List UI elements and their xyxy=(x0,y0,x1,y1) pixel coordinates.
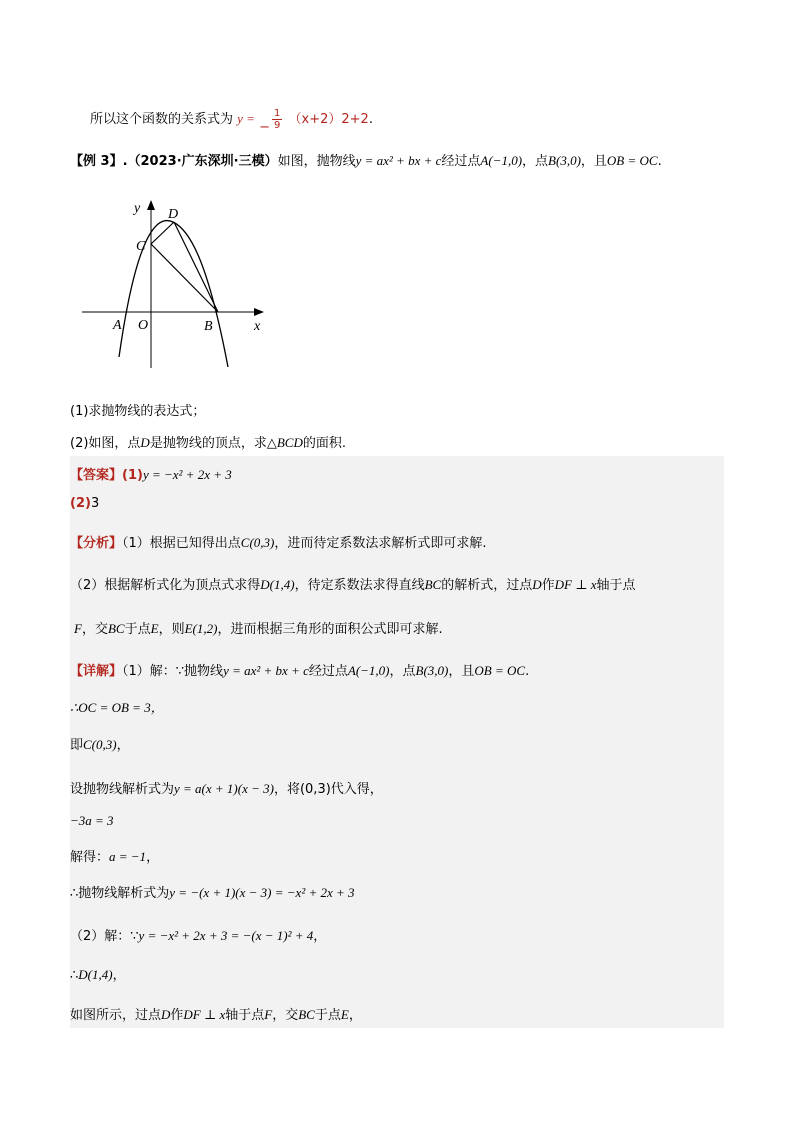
analysis-p2-post: 轴于点 xyxy=(596,578,636,593)
analysis-point-d: D(1,4) xyxy=(260,577,295,592)
q2-point-d: D xyxy=(140,435,150,450)
detail-l1-a: A(−1,0) xyxy=(347,663,390,678)
detail-line-7 xyxy=(70,882,355,901)
analysis-p3-c: ，则 xyxy=(158,622,185,637)
analysis-point-c: C(0,3) xyxy=(240,535,275,550)
analysis-line-bc: BC xyxy=(424,577,442,592)
answer-1: y = −x² + 2x + 3 xyxy=(142,467,232,482)
label-y: y xyxy=(134,201,141,216)
detail-l10-bc: BC xyxy=(298,1007,315,1022)
detail-l1-end: . xyxy=(525,664,530,679)
analysis-p3-a: ，交 xyxy=(81,622,108,637)
detail-l10-f: F xyxy=(264,1007,273,1022)
analysis-p2-pre: （2）根据解析式化为顶点式求得 xyxy=(70,578,261,593)
detail-line-1 xyxy=(70,660,529,679)
detail-line-4 xyxy=(70,778,383,797)
label-x: x xyxy=(254,319,261,334)
detail-l10-e: E xyxy=(340,1007,349,1022)
analysis-line-1 xyxy=(70,532,487,551)
detail-line-2: ∴OC = OB = 3， xyxy=(70,700,164,715)
q2-post: 的面积. xyxy=(302,436,346,451)
analysis-p2-mid2: 的解析式，过点 xyxy=(441,578,533,593)
detail-l1-b: B(3,0) xyxy=(415,663,449,678)
analysis-f: F xyxy=(74,621,82,636)
example-text2: 经过点 xyxy=(441,154,481,169)
label-b: B xyxy=(204,319,213,334)
detail-line-8 xyxy=(70,925,326,944)
detail-l3-pre: 即 xyxy=(70,738,84,753)
example-text3: ，点 xyxy=(522,154,549,169)
detail-l10-mid: 作 xyxy=(170,1008,184,1023)
intro-line xyxy=(90,108,373,135)
intro-prefix: 所以这个函数的关系式为 xyxy=(90,112,234,127)
detail-line-6 xyxy=(70,846,159,865)
intro-fraction xyxy=(272,108,282,131)
analysis-line-2 xyxy=(70,574,635,593)
detail-l1-cond: OB = OC xyxy=(474,663,526,678)
detail-l8-pre: （2）解：∵ xyxy=(70,929,139,944)
detail-l10-df: DF ⊥ x xyxy=(183,1007,226,1022)
detail-l1-mid: 经过点 xyxy=(308,664,348,679)
detail-l3-post: ， xyxy=(116,738,130,753)
q2-pre: (2)如图，点 xyxy=(70,436,141,451)
example-point-a: A(−1,0) xyxy=(480,153,523,168)
detail-l8-eq: y = −x² + 2x + 3 = −(x − 1)² + 4 xyxy=(138,928,314,943)
label-d: D xyxy=(168,207,179,222)
detail-l9-pre: ∴ xyxy=(70,968,79,983)
detail-l3-pt: C(0,3) xyxy=(83,737,117,752)
fraction-numerator: 1 xyxy=(274,108,281,119)
analysis-label: 【分析】 xyxy=(70,536,123,551)
detail-l1-eq: y = ax² + bx + c xyxy=(223,663,309,678)
intro-minus: − xyxy=(259,120,270,135)
answer-2-tag: (2) xyxy=(70,496,91,511)
analysis-p2-mid3: 作 xyxy=(541,578,555,593)
label-a: A xyxy=(113,318,122,333)
answer-line-1 xyxy=(70,464,232,483)
answer-label: 【答案】 xyxy=(70,468,123,483)
analysis-p3-post: ，进而根据三角形的面积公式即可求解. xyxy=(217,622,443,637)
detail-line-10 xyxy=(70,1004,362,1023)
label-c: C xyxy=(136,239,146,254)
y-axis-arrow xyxy=(147,200,155,210)
detail-l9-pt: D(1,4) xyxy=(78,967,113,982)
intro-expr-tail: 2+2 xyxy=(341,112,369,127)
detail-l6-eq: a = −1 xyxy=(109,849,147,864)
analysis-bc-2: BC xyxy=(107,621,125,636)
detail-l10-mid2: 轴于点 xyxy=(225,1008,265,1023)
analysis-p1-post: ，进而待定系数法求解析式即可求解. xyxy=(274,536,487,551)
example-end: . xyxy=(657,154,662,169)
answer-1-tag: (1) xyxy=(122,468,143,483)
example-label: 【例 3】 xyxy=(70,154,123,169)
example-point-b: B(3,0) xyxy=(548,153,581,168)
detail-l7-pre: ∴抛物线解析式为 xyxy=(70,886,170,901)
example-statement xyxy=(70,150,662,169)
answer-2: 3 xyxy=(90,496,100,511)
detail-l10-d: D xyxy=(161,1007,171,1022)
segment-cb xyxy=(151,244,218,312)
analysis-line-3 xyxy=(74,618,443,637)
answer-line-2 xyxy=(70,496,99,511)
detail-l7-eq: y = −(x + 1)(x − 3) = −x² + 2x + 3 xyxy=(169,885,355,900)
example-text1: 如图，抛物线 xyxy=(277,154,356,169)
detail-l8-post: ， xyxy=(313,929,327,944)
detail-l4-post: ，将(0,3)代入得， xyxy=(273,782,383,797)
detail-label: 【详解】 xyxy=(70,664,123,679)
q2-mid: 是抛物线的顶点，求 xyxy=(149,436,267,451)
question-2 xyxy=(70,432,346,451)
parabola-figure xyxy=(78,192,278,372)
detail-l4-pre: 设抛物线解析式为 xyxy=(70,782,175,797)
example-equation: y = ax² + bx + c xyxy=(355,153,442,168)
intro-period: . xyxy=(368,112,373,127)
detail-l4-eq: y = a(x + 1)(x − 3) xyxy=(174,781,274,796)
intro-expr-lhs: y = xyxy=(237,111,255,126)
detail-l6-post: ， xyxy=(146,850,160,865)
segment-db xyxy=(174,222,218,312)
detail-l1-pre: （1）解：∵抛物线 xyxy=(122,664,224,679)
analysis-p2-mid: ，待定系数法求得直线 xyxy=(294,578,425,593)
example-source: .（2023·广东深圳·三模） xyxy=(122,154,278,169)
q2-triangle: △BCD xyxy=(266,435,303,450)
intro-expr-mid: （x+2） xyxy=(288,112,342,127)
example-condition: OB = OC xyxy=(606,153,658,168)
detail-line-9 xyxy=(70,964,126,983)
detail-l10-post: ， xyxy=(348,1008,362,1023)
segment-cd xyxy=(151,222,174,244)
detail-line-5: −3a = 3 xyxy=(70,813,114,828)
analysis-p1-pre: （1）根据已知得出点 xyxy=(122,536,241,551)
detail-l10-mid4: 于点 xyxy=(314,1008,341,1023)
detail-l10-pre: 如图所示，过点 xyxy=(70,1008,162,1023)
analysis-p3-b: 于点 xyxy=(124,622,151,637)
detail-l1-mid2: ，点 xyxy=(389,664,416,679)
example-text4: ，且 xyxy=(580,154,607,169)
detail-l9-post: ， xyxy=(112,968,126,983)
analysis-d: D xyxy=(532,577,542,592)
detail-l10-mid3: ，交 xyxy=(272,1008,299,1023)
detail-line-3 xyxy=(70,734,130,753)
question-1: (1)求抛物线的表达式； xyxy=(70,404,206,419)
detail-l6-pre: 解得： xyxy=(70,850,110,865)
detail-l1-mid3: ，且 xyxy=(448,664,475,679)
label-o: O xyxy=(138,318,149,333)
analysis-df: DF ⊥ x xyxy=(554,577,597,592)
analysis-point-e: E(1,2) xyxy=(184,621,218,636)
fraction-denominator: 9 xyxy=(274,120,281,131)
x-axis-arrow xyxy=(254,308,264,316)
analysis-e: E xyxy=(150,621,159,636)
